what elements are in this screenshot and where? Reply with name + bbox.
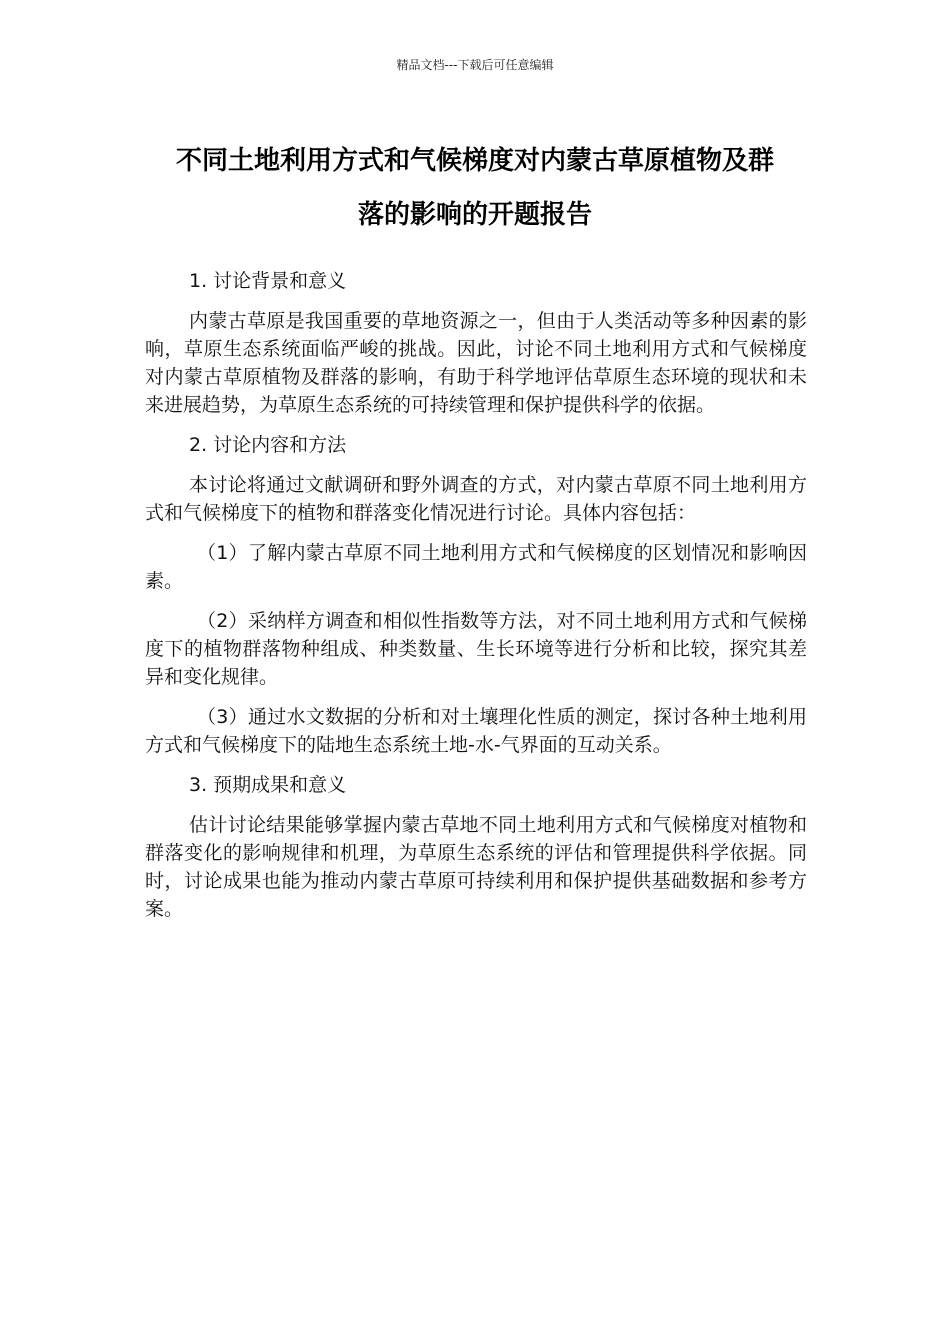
section-2-heading: 2. 讨论内容和方法	[189, 434, 347, 456]
title-line-1: 不同土地利用方式和气候梯度对内蒙古草原植物及群	[175, 146, 774, 176]
section-2-item-1: （1）了解内蒙古草原不同土地利用方式和气候梯度的区划情况和影响因素。	[145, 542, 807, 592]
document-body	[145, 267, 807, 935]
section-2-paragraph: 本讨论将通过文献调研和野外调查的方式，对内蒙古草原不同土地利用方式和气候梯度下的植物和群落变化情况进行讨论。具体内容包括：	[145, 474, 807, 524]
section-2-item-2: （2）采纳样方调查和相似性指数等方法，对不同土地利用方式和气候梯度下的植物群落物种组成、种类数量、生长环境等进行分析和比较，探究其差异和变化规律。	[145, 610, 807, 688]
header-note: 精品文档---下载后可任意编辑	[396, 58, 554, 72]
document-title	[140, 134, 810, 242]
section-3-heading: 3. 预期成果和意义	[189, 774, 347, 796]
section-2-item-3: （3）通过水文数据的分析和对土壤理化性质的测定，探讨各种土地利用方式和气候梯度下的陆地生态系统土地-水-气界面的互动关系。	[145, 706, 807, 756]
section-1-heading: 1. 讨论背景和意义	[189, 270, 347, 292]
section-1-paragraph: 内蒙古草原是我国重要的草地资源之一，但由于人类活动等多种因素的影响，草原生态系统面临严峻的挑战。因此，讨论不同土地利用方式和气候梯度对内蒙古草原植物及群落的影响，有助于科学地评估草原生态环境的现状和未来进展趋势，为草原生态系统的可持续管理和保护提供科学的依据。	[145, 310, 807, 416]
title-line-2: 落的影响的开题报告	[357, 200, 592, 230]
section-3-paragraph: 估计讨论结果能够掌握内蒙古草地不同土地利用方式和气候梯度对植物和群落变化的影响规律和机理，为草原生态系统的评估和管理提供科学依据。同时，讨论成果也能为推动内蒙古草原可持续利用和保护提供基础数据和参考方案。	[145, 814, 807, 920]
